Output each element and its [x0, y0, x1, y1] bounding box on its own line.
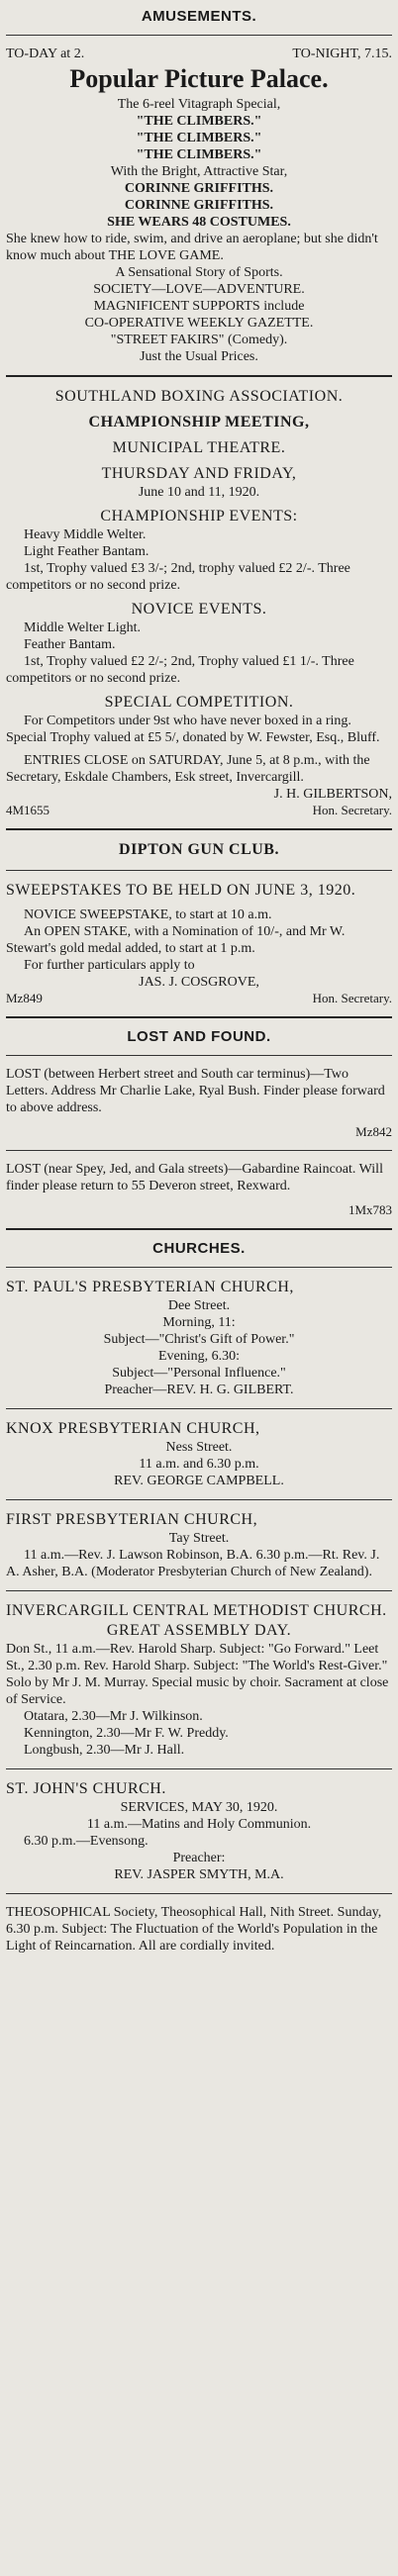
- novice-event-2: Feather Bantam.: [24, 637, 116, 652]
- lost-ad-1: LOST (between Herbert street and South car terminus)—Two Letters. Address Mr Charlie Lake, Ryal Bush. Finder please forward to above address.: [6, 1067, 385, 1115]
- entries-close: ENTRIES CLOSE on SATURDAY, June 5, at 8 p.m., with the Secretary, Eskdale Chambers, Esk street, Invercargill.: [6, 753, 370, 785]
- st-johns-title: ST. JOHN'S CHURCH.: [6, 1780, 166, 1797]
- special-competition-head: SPECIAL COMPETITION.: [104, 694, 294, 711]
- coop-line: CO-OPERATIVE WEEKLY GAZETTE.: [84, 316, 314, 331]
- st-pauls-morning: Morning, 11:: [162, 1315, 236, 1330]
- theosophical-notice: THEOSOPHICAL Society, Theosophical Hall, Nith Street. Sunday, 6.30 p.m. Subject: The Fluctuation of the World's Population in the Light of Reincarnation. All are cordially invited.: [6, 1905, 382, 1954]
- gun-further: For further particulars apply to: [24, 958, 195, 973]
- churches-header: CHURCHES.: [152, 1240, 246, 1257]
- st-johns-rev: REV. JASPER SMYTH, M.A.: [114, 1867, 284, 1882]
- divider: [6, 828, 392, 830]
- st-pauls-street: Dee Street.: [167, 1298, 231, 1313]
- boxing-secretary-name: J. H. GILBERTSON,: [273, 787, 392, 802]
- champ-event-1: Heavy Middle Welter.: [24, 527, 147, 542]
- methodist-circuit-3: Longbush, 2.30—Mr J. Hall.: [24, 1743, 185, 1758]
- society-line: SOCIETY—LOVE—ADVENTURE.: [93, 282, 305, 297]
- boxing-dates-1: THURSDAY AND FRIDAY,: [101, 465, 297, 482]
- divider: [6, 1267, 392, 1268]
- methodist-title: INVERCARGILL CENTRAL METHODIST CHURCH.: [6, 1602, 387, 1619]
- boxing-ref: 4M1655: [6, 803, 50, 817]
- boxing-venue: MUNICIPAL THEATRE.: [112, 439, 286, 456]
- divider: [6, 1499, 392, 1500]
- st-pauls-subject-1: Subject—"Christ's Gift of Power.": [103, 1332, 295, 1347]
- first-presbyterian-text: 11 a.m.—Rev. J. Lawson Robinson, B.A. 6.30 p.m.—Rt. Rev. J. A. Asher, B.A. (Moderator Presbyterian Church of New Zealand).: [6, 1548, 380, 1579]
- tonight-time: TO-NIGHT, 7.15.: [292, 47, 392, 61]
- gun-secretary-title: Hon. Secretary.: [312, 991, 392, 1005]
- theatre-name: Popular Picture Palace.: [69, 64, 329, 93]
- costumes-line: SHE WEARS 48 COSTUMES.: [107, 215, 291, 230]
- prices-line: Just the Usual Prices.: [140, 349, 258, 364]
- gun-club-title: DIPTON GUN CLUB.: [119, 841, 279, 858]
- lost-found-header: LOST AND FOUND.: [127, 1028, 271, 1045]
- film-title-3: "THE CLIMBERS.": [136, 147, 262, 162]
- film-description: She knew how to ride, swim, and drive an aeroplane; but she didn't know much about THE LOVE GAME.: [6, 232, 378, 263]
- with-star: With the Bright, Attractive Star,: [110, 164, 288, 179]
- championship-events-head: CHAMPIONSHIP EVENTS:: [100, 508, 298, 525]
- star-name-2: CORINNE GRIFFITHS.: [124, 198, 274, 213]
- knox-times: 11 a.m. and 6.30 p.m.: [139, 1457, 259, 1472]
- champ-event-2: Light Feather Bantam.: [24, 544, 149, 559]
- gun-sweepstakes: SWEEPSTAKES TO BE HELD ON JUNE 3, 1920.: [6, 882, 356, 899]
- divider: [6, 35, 392, 36]
- divider: [6, 1055, 392, 1056]
- methodist-circuit-2: Kennington, 2.30—Mr F. W. Preddy.: [24, 1726, 229, 1741]
- first-presbyterian-street: Tay Street.: [168, 1531, 230, 1546]
- divider: [6, 1590, 392, 1591]
- divider: [6, 1016, 392, 1018]
- film-title-1: "THE CLIMBERS.": [136, 114, 262, 129]
- novice-trophy: 1st, Trophy valued £2 2/-; 2nd, Trophy valued £1 1/-. Three competitors or no second prize.: [6, 654, 354, 686]
- special-competition-text: For Competitors under 9st who have never boxed in a ring. Special Trophy valued at £5 5/, donated by W. Fewster, Esq., Bluff.: [6, 714, 380, 745]
- st-pauls-title: ST. PAUL'S PRESBYTERIAN CHURCH,: [6, 1279, 294, 1295]
- gun-open: An OPEN STAKE, with a Nomination of 10/-, and Mr W. Stewart's gold medal added, to start at 1 p.m.: [6, 924, 346, 956]
- methodist-text: Don St., 11 a.m.—Rev. Harold Sharp. Subject: "Go Forward." Leet St., 2.30 p.m. Rev. Harold Sharp. Subject: "The World's Rest-Giver." Solo by Mr J. M. Murray. Special music by choir. Sacrament at close of Service.: [6, 1642, 389, 1707]
- lost-ad-2: LOST (near Spey, Jed, and Gala streets)—Gabardine Raincoat. Will finder please return to 55 Deveron street, Rexward.: [6, 1162, 383, 1193]
- star-name-1: CORINNE GRIFFITHS.: [124, 181, 274, 196]
- st-pauls-evening: Evening, 6.30:: [157, 1349, 241, 1364]
- divider: [6, 1228, 392, 1230]
- st-pauls-preacher: Preacher—REV. H. G. GILBERT.: [104, 1383, 294, 1397]
- today-time: TO-DAY at 2.: [6, 47, 85, 61]
- boxing-title: SOUTHLAND BOXING ASSOCIATION.: [54, 388, 344, 405]
- st-johns-services: SERVICES, MAY 30, 1920.: [120, 1800, 278, 1815]
- divider: [6, 1150, 392, 1151]
- novice-event-1: Middle Welter Light.: [24, 620, 141, 635]
- gun-footer: [6, 991, 392, 1006]
- methodist-assembly: GREAT ASSEMBLY DAY.: [106, 1622, 292, 1639]
- newspaper-column: [0, 8, 398, 2576]
- knox-title: KNOX PRESBYTERIAN CHURCH,: [6, 1420, 260, 1437]
- st-johns-line-2: 6.30 p.m.—Evensong.: [24, 1834, 149, 1849]
- show-times: [6, 46, 392, 62]
- first-presbyterian-title: FIRST PRESBYTERIAN CHURCH,: [6, 1511, 258, 1528]
- divider: [6, 375, 392, 377]
- boxing-footer: [6, 803, 392, 818]
- divider: [6, 1408, 392, 1409]
- gun-secretary-name: JAS. J. COSGROVE,: [139, 975, 259, 990]
- novice-events-head: NOVICE EVENTS.: [131, 601, 267, 618]
- divider: [6, 870, 392, 871]
- lost-ad-2-ref: 1Mx783: [348, 1202, 392, 1217]
- st-johns-preacher: Preacher:: [172, 1851, 226, 1865]
- boxing-secretary-title: Hon. Secretary.: [312, 803, 392, 817]
- amusements-header: AMUSEMENTS.: [141, 8, 257, 25]
- methodist-circuit-1: Otatara, 2.30—Mr J. Wilkinson.: [24, 1709, 203, 1724]
- boxing-dates-2: June 10 and 11, 1920.: [138, 485, 260, 500]
- gun-ref: Mz849: [6, 991, 43, 1005]
- divider: [6, 1768, 392, 1769]
- lost-ad-1-ref: Mz842: [355, 1124, 392, 1139]
- boxing-meeting: CHAMPIONSHIP MEETING,: [88, 414, 310, 430]
- film-intro: The 6-reel Vitagraph Special,: [117, 97, 281, 112]
- knox-street: Ness Street.: [165, 1440, 233, 1455]
- st-johns-line-1: 11 a.m.—Matins and Holy Communion.: [86, 1817, 312, 1832]
- st-pauls-subject-2: Subject—"Personal Influence.": [112, 1366, 286, 1381]
- fakirs-line: "STREET FAKIRS" (Comedy).: [110, 333, 288, 347]
- champ-trophy: 1st, Trophy valued £3 3/-; 2nd, trophy valued £2 2/-. Three competitors or no second prize.: [6, 561, 350, 593]
- gun-novice: NOVICE SWEEPSTAKE, to start at 10 a.m.: [24, 907, 272, 922]
- film-title-2: "THE CLIMBERS.": [136, 131, 262, 145]
- sensational-line: A Sensational Story of Sports.: [115, 265, 283, 280]
- divider: [6, 1893, 392, 1894]
- magnificent-line: MAGNIFICENT SUPPORTS include: [93, 299, 305, 314]
- knox-rev: REV. GEORGE CAMPBELL.: [114, 1474, 284, 1488]
